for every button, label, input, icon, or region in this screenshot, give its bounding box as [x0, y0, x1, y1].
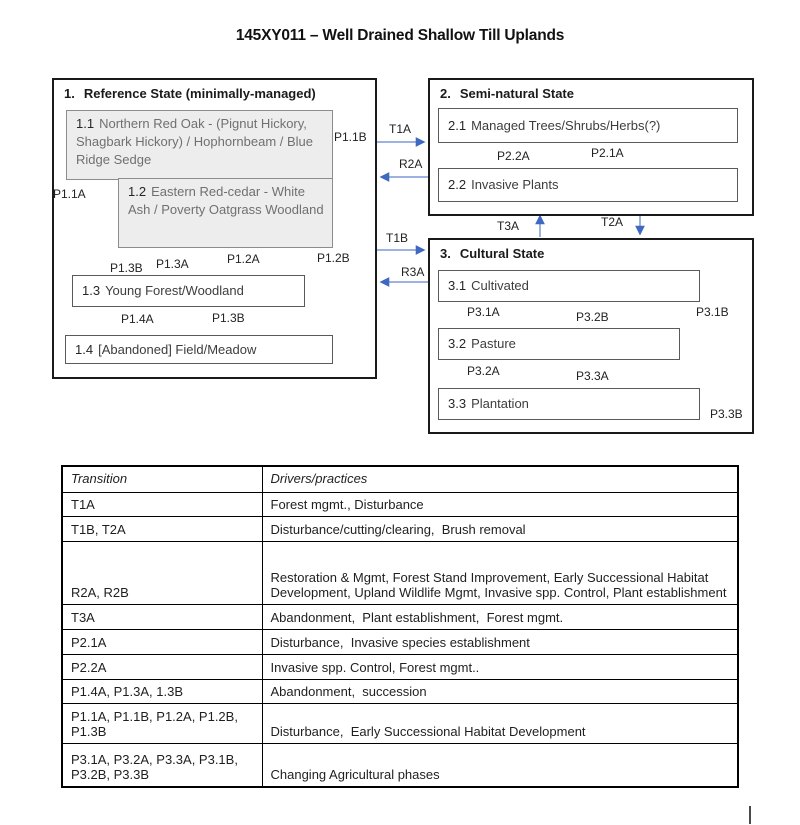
community-1-3-number: 1.3: [82, 283, 101, 298]
label-p3-1b: P3.1B: [696, 305, 729, 319]
community-1-2-name: Eastern Red-cedar - White Ash / Poverty Oatgrass Woodland: [128, 184, 324, 217]
community-1-4: [65, 335, 333, 364]
community-1-1-name: Northern Red Oak - (Pignut Hickory, Shagbark Hickory) / Hophornbeam / Blue Ridge Sedge: [76, 116, 314, 167]
label-p2-2a: P2.2A: [497, 149, 530, 163]
community-3-3-number: 3.3: [448, 396, 467, 411]
community-2-2-number: 2.2: [448, 177, 467, 192]
drivers-cell: Forest mgmt., Disturbance: [262, 492, 738, 516]
drivers-cell: Abandonment, succession: [262, 679, 738, 703]
label-r2a: R2A: [399, 157, 423, 171]
label-p3-3a: P3.3A: [576, 369, 609, 383]
table-row: [62, 492, 738, 516]
label-t1b: T1B: [386, 231, 409, 245]
community-3-1: [438, 270, 700, 302]
transition-cell: T1B, T2A: [62, 516, 262, 541]
state-3-number: 3.: [440, 246, 451, 261]
label-p2-1a: P2.1A: [591, 146, 624, 160]
label-p1-4a: P1.4A: [121, 312, 154, 326]
state-1-number: 1.: [64, 86, 75, 101]
drivers-cell: Disturbance, Early Successional Habitat Development: [262, 703, 738, 743]
label-p3-1a: P3.1A: [467, 305, 500, 319]
table-row: [62, 516, 738, 541]
label-p3-3b: P3.3B: [710, 407, 743, 421]
state-3-heading: [440, 246, 544, 261]
community-1-2-number: 1.2: [128, 184, 147, 199]
community-1-2: [118, 178, 333, 248]
community-3-1-number: 3.1: [448, 278, 467, 293]
label-r3a: R3A: [401, 265, 425, 279]
transition-cell: R2A, R2B: [62, 541, 262, 604]
table-row: [62, 743, 738, 787]
drivers-cell: Changing Agricultural phases: [262, 743, 738, 787]
label-p1-1b: P1.1B: [334, 130, 367, 144]
state-2-heading: [440, 86, 574, 101]
table-row: [62, 604, 738, 629]
state-2-name: Semi-natural State: [459, 86, 574, 101]
transition-cell: P2.2A: [62, 654, 262, 679]
label-p1-2a: P1.2A: [227, 252, 260, 266]
table-header-row: [62, 466, 738, 492]
transition-cell: T1A: [62, 492, 262, 516]
community-2-1-number: 2.1: [448, 117, 467, 133]
drivers-cell: Disturbance, Invasive species establishment: [262, 629, 738, 654]
community-3-2-name: Pasture: [471, 336, 516, 351]
community-2-2: [438, 168, 738, 202]
community-1-4-name: [Abandoned] Field/Meadow: [98, 341, 257, 357]
label-p3-2b: P3.2B: [576, 310, 609, 324]
community-3-2-number: 3.2: [448, 336, 467, 351]
label-p1-3b-upper: P1.3B: [110, 261, 143, 275]
drivers-cell: Abandonment, Plant establishment, Forest mgmt.: [262, 604, 738, 629]
label-p1-1a: P1.1A: [53, 187, 86, 201]
label-t3a: T3A: [497, 219, 520, 233]
community-3-2: [438, 328, 680, 360]
drivers-cell: Restoration & Mgmt, Forest Stand Improvement, Early Successional Habitat Development, Upland Wildlife Mgmt, Invasive spp. Control, Plant establishment: [262, 541, 738, 604]
page-title: 145XY011 – Well Drained Shallow Till Uplands: [235, 27, 565, 44]
transitions-table: [61, 465, 739, 788]
label-p3-2a: P3.2A: [467, 364, 500, 378]
transition-cell: P2.1A: [62, 629, 262, 654]
header-drivers: Drivers/practices: [262, 466, 738, 492]
transition-cell: T3A: [62, 604, 262, 629]
label-t1a: T1A: [389, 122, 412, 136]
drivers-cell: Invasive spp. Control, Forest mgmt..: [262, 654, 738, 679]
header-transition: Transition: [62, 466, 262, 492]
table-row: [62, 679, 738, 703]
table-row: [62, 654, 738, 679]
community-2-1-name: Managed Trees/Shrubs/Herbs(?): [471, 117, 661, 133]
community-3-1-name: Cultivated: [471, 278, 529, 293]
table-row: [62, 703, 738, 743]
transition-cell: P3.1A, P3.2A, P3.3A, P3.1B, P3.2B, P3.3B: [62, 743, 262, 787]
state-3-name: Cultural State: [459, 246, 545, 261]
label-p1-3b-lower: P1.3B: [212, 311, 245, 325]
community-1-4-number: 1.4: [75, 341, 94, 357]
community-2-1: [438, 108, 738, 143]
state-2-number: 2.: [440, 86, 451, 101]
label-p1-3a: P1.3A: [156, 257, 189, 271]
community-1-1-number: 1.1: [76, 116, 95, 131]
label-p1-2b: P1.2B: [317, 251, 350, 265]
community-1-3: [72, 275, 305, 307]
community-3-3: [438, 388, 700, 420]
transition-cell: P1.1A, P1.1B, P1.2A, P1.2B, P1.3B: [62, 703, 262, 743]
state-1-heading: [64, 86, 316, 101]
state-1-name: Reference State (minimally-managed): [83, 86, 316, 101]
community-2-2-name: Invasive Plants: [471, 177, 559, 192]
community-1-1: [66, 110, 333, 180]
transition-cell: P1.4A, P1.3A, 1.3B: [62, 679, 262, 703]
table-row: [62, 629, 738, 654]
table-row: [62, 541, 738, 604]
label-t2a: T2A: [601, 215, 624, 229]
community-1-3-name: Young Forest/Woodland: [105, 283, 244, 298]
community-3-3-name: Plantation: [471, 396, 529, 411]
drivers-cell: Disturbance/cutting/clearing, Brush removal: [262, 516, 738, 541]
text-cursor: [749, 806, 751, 824]
